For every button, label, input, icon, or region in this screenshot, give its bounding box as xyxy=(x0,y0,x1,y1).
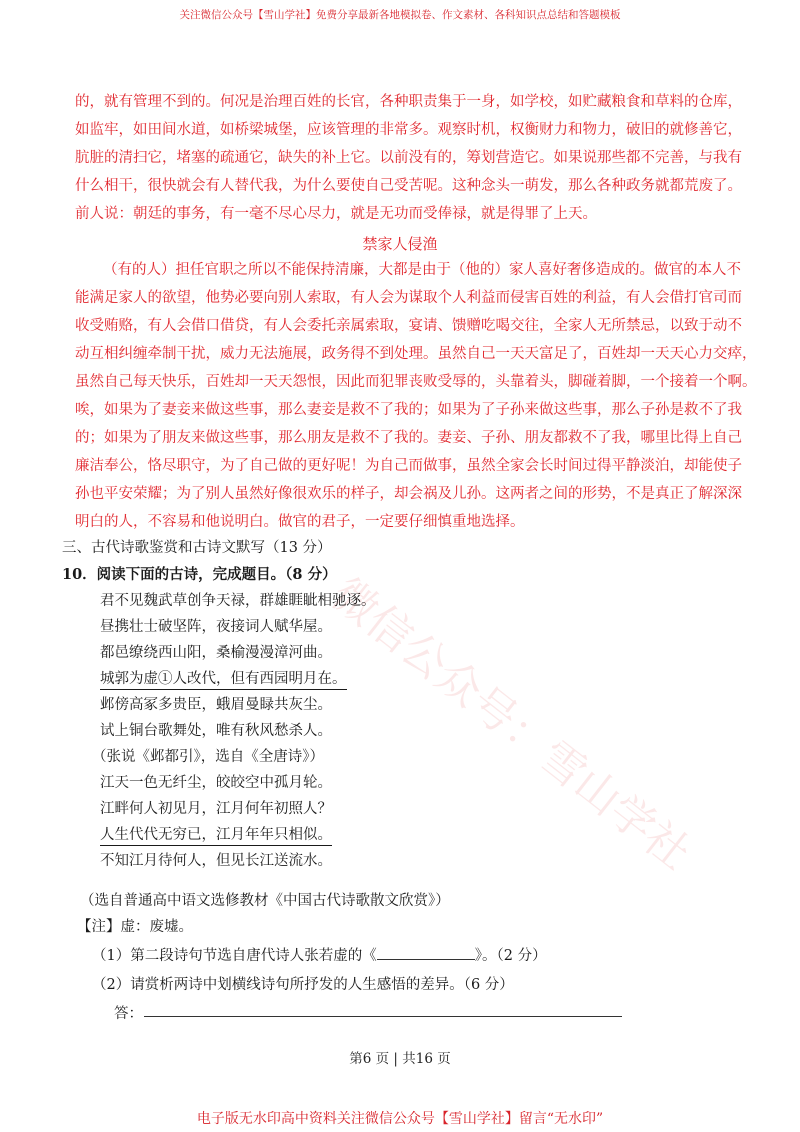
text-line: 孙也平安荣耀；为了别人虽然好像很欢乐的样子，却会祸及儿孙。这两者之间的形势，不是真正了解深深 xyxy=(75,486,742,502)
poem-line: 昼携壮士破坚阵，夜接词人赋华屋。 xyxy=(100,619,332,635)
page-number: 第6 页 | 共16 页 xyxy=(349,1051,451,1067)
poem-source: （选自普通高中语文选修教材《中国古代诗歌散文欣赏》） xyxy=(80,893,450,909)
sub-question-2: （2）请赏析两诗中划横线诗句所抒发的人生感悟的差异。（6 分） xyxy=(92,977,514,993)
poem-source: （张说《邺都引》，选自《全唐诗》） xyxy=(92,749,324,765)
poem-line: 试上铜台歌舞处，唯有秋风愁杀人。 xyxy=(100,723,332,739)
translation-paragraph-1 xyxy=(75,88,742,228)
text-line: 肮脏的清扫它，堵塞的疏通它，缺失的补上它。以前没有的，筹划营造它。如果说那些都不完善，与我有 xyxy=(75,150,742,166)
answer-line[interactable] xyxy=(144,1016,622,1017)
answer-label: 答： xyxy=(114,1006,143,1022)
section-title: 禁家人侵渔 xyxy=(362,235,438,253)
text-line: 前人说：朝廷的事务，有一毫不尽心尽力，就是无功而受俸禄，就是得罪了上天。 xyxy=(75,206,597,222)
poem-line: 君不见魏武草创争天禄，群雄睚眦相驰逐。 xyxy=(100,593,376,609)
question-heading: 10．阅读下面的古诗，完成题目。（8 分） xyxy=(62,566,337,583)
text-line: 收受贿赂，有人会借口借贷，有人会委托亲属索取，宴请、馈赠吃喝交往，全家人无所禁忌，以致于动不 xyxy=(75,318,742,334)
underlined-poem-line: 人生代代无穷已，江月年年只相似。 xyxy=(100,827,332,846)
text-line: 的，就有管理不到的。何况是治理百姓的长官，各种职责集于一身，如学校，如贮藏粮食和草料的仓库， xyxy=(75,94,742,110)
poem-line: 都邑缭绕西山阳，桑榆漫漫漳河曲。 xyxy=(100,645,332,661)
page-footer: 电子版无水印高中资料关注微信公众号【雪山学社】留言“无水印” xyxy=(196,1111,604,1127)
text-line: 什么相干，很快就会有人替代我，为什么要使自己受苦呢。这种念头一萌发，那么各种政务就都荒废了。 xyxy=(75,178,742,194)
page-header: 关注微信公众号【雪山学社】免费分享最新各地模拟卷、作文素材、各科知识点总结和答题模板 xyxy=(179,9,621,21)
poem-line: 江畔何人初见月，江月何年初照人？ xyxy=(100,801,332,817)
underlined-poem-line: 城郭为虚①人改代，但有西园明月在。 xyxy=(100,671,347,690)
note: 【注】虚：废墟。 xyxy=(77,919,193,935)
text-line: 虽然自己每天快乐，百姓却一天天怨恨，因此而犯罪丧败受辱的，头靠着头，脚碰着脚，一个接着一个啊。 xyxy=(75,374,757,390)
sub-question-1 xyxy=(92,944,547,965)
sub-question-1-points: 》。（2 分） xyxy=(474,948,547,964)
poem-line: 江天一色无纤尘，皎皎空中孤月轮。 xyxy=(100,775,332,791)
text-line: 能满足家人的欲望，他势必要向别人索取，有人会为谋取个人利益而侵害百姓的利益，有人会借打官司而 xyxy=(75,290,742,306)
translation-paragraph-2 xyxy=(75,256,757,536)
text-line: 的；如果为了朋友来做这些事，那么朋友是救不了我的。妻妾、子孙、朋友都救不了我，哪里比得上自己 xyxy=(75,430,742,446)
sub-question-1-text: （1）第二段诗句节选自唐代诗人张若虚的《 xyxy=(92,948,377,964)
poem-line: 不知江月待何人，但见长江送流水。 xyxy=(100,853,332,869)
text-line: 明白的人，不容易和他说明白。做官的君子，一定要仔细慎重地选择。 xyxy=(75,514,525,530)
poem-1 xyxy=(92,588,376,874)
text-line: 廉洁奉公，恪尽职守，为了自己做的更好呢！为自己而做事，虽然全家会长时间过得平静淡泊，却能使子 xyxy=(75,458,742,474)
text-line: 动互相纠缠牵制干扰，威力无法施展，政务得不到处理。虽然自己一天天富足了，百姓却一天天心力交瘁， xyxy=(75,346,757,362)
text-line: 唉，如果为了妻妾来做这些事，那么妻妾是救不了我的；如果为了子孙来做这些事，那么子孙是救不了我 xyxy=(75,402,742,418)
text-line: （有的人）担任官职之所以不能保持清廉，大都是由于（他的）家人喜好奢侈造成的。做官的本人不 xyxy=(103,262,741,278)
text-line: 如监牢，如田间水道，如桥梁城堡，应该管理的非常多。观察时机，权衡财力和物力，破旧的就修善它， xyxy=(75,122,742,138)
watermark: 微信公众号：雪山学社 xyxy=(321,568,700,880)
section-heading: 三、古代诗歌鉴赏和古诗文默写（13 分） xyxy=(62,540,332,556)
poem-line: 邺傍高冢多贵臣，蛾眉曼睩共灰尘。 xyxy=(100,697,332,713)
answer-blank[interactable] xyxy=(377,947,475,960)
